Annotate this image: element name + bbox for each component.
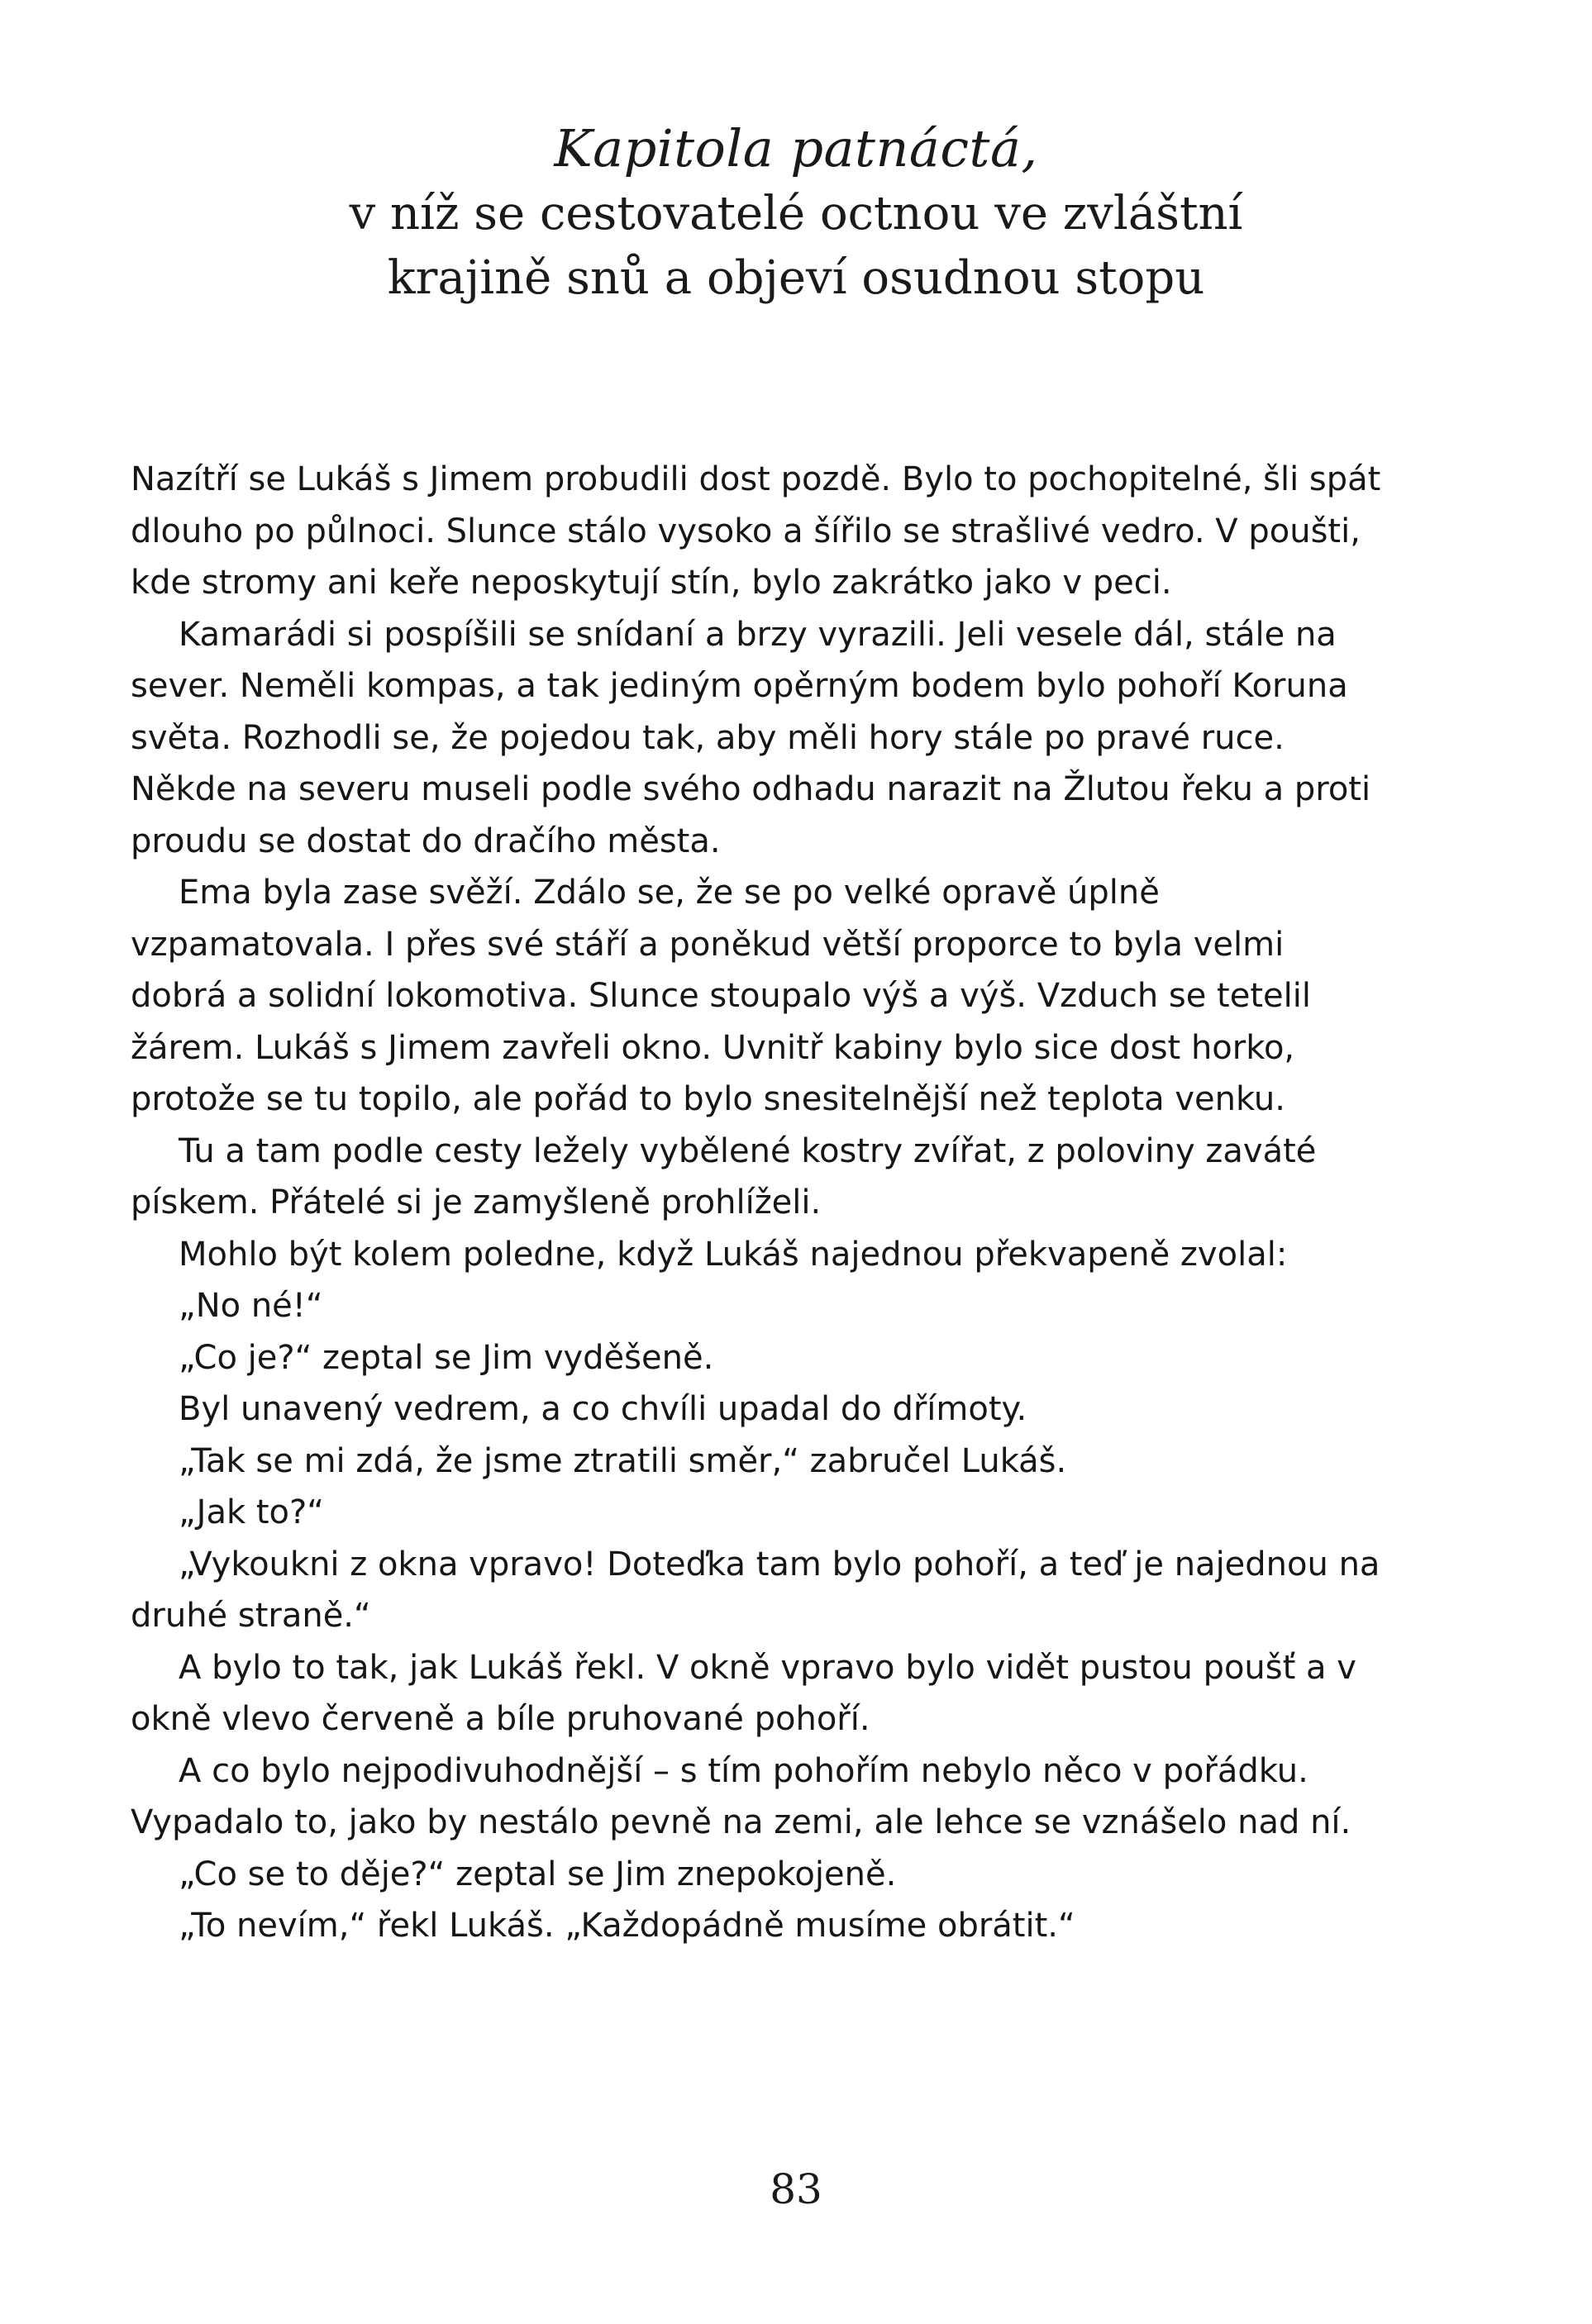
chapter-subtitle-line-2: krajině snů a objeví osudnou stopu bbox=[387, 251, 1205, 305]
dialogue-line: „Jak to?“ bbox=[179, 1493, 324, 1531]
dialogue-line: „Co se to děje?“ zeptal se Jim znepokojeně. bbox=[179, 1855, 897, 1893]
dialogue-line: „Vykoukni z okna vpravo! Doteďka tam bylo pohoří, a teď je najednou na druhé straně.“ bbox=[131, 1545, 1380, 1635]
dialogue-line: „No né!“ bbox=[179, 1287, 323, 1325]
dialogue-line: „Tak se mi zdá, že jsme ztratili směr,“ zabručel Lukáš. bbox=[179, 1441, 1067, 1480]
paragraph: A co bylo nejpodivuhodnější – s tím pohořím nebylo něco v pořádku. Vypadalo to, jako by nestálo pevně na zemi, ale lehce se vznášelo nad ní. bbox=[131, 1751, 1351, 1841]
page-number: 83 bbox=[770, 2165, 822, 2213]
paragraph: Tu a tam podle cesty ležely vybělené kostry zvířat, z poloviny zaváté pískem. Přátelé si je zamyšleně prohlíželi. bbox=[131, 1131, 1317, 1222]
chapter-heading bbox=[0, 116, 1592, 311]
paragraph: Kamarádi si pospíšili se snídaní a brzy vyrazili. Jeli vesele dál, stále na sever. Neměli kompas, a tak jediným opěrným bodem bylo pohoří Koruna světa. Rozhodli se, že pojedou tak, aby měli hory stále po pravé ruce. Někde na severu museli podle svého odhadu narazit na Žlutou řeku a proti proudu se dostat do dračího města. bbox=[131, 615, 1371, 860]
chapter-title: Kapitola patnáctá, bbox=[554, 118, 1038, 179]
chapter-body-text bbox=[131, 454, 1387, 1952]
dialogue-line: „To nevím,“ řekl Lukáš. „Každopádně musíme obrátit.“ bbox=[179, 1907, 1075, 1945]
paragraph: A bylo to tak, jak Lukáš řekl. V okně vpravo bylo vidět pustou poušť a v okně vlevo červeně a bíle pruhované pohoří. bbox=[131, 1648, 1356, 1738]
paragraph: Byl unavený vedrem, a co chvíli upadal do dřímoty. bbox=[179, 1390, 1027, 1428]
paragraph: Nazítří se Lukáš s Jimem probudili dost pozdě. Bylo to pochopitelné, šli spát dlouho po půlnoci. Slunce stálo vysoko a šířilo se strašlivé vedro. V poušti, kde stromy ani keře neposkytují stín, bylo zakrátko jako v peci. bbox=[131, 460, 1381, 602]
paragraph: Mohlo být kolem poledne, když Lukáš najednou překvapeně zvolal: bbox=[179, 1235, 1288, 1274]
dialogue-line: „Co je?“ zeptal se Jim vyděšeně. bbox=[179, 1338, 714, 1377]
chapter-subtitle-line-1: v níž se cestovatelé octnou ve zvláštní bbox=[349, 187, 1243, 240]
paragraph: Ema byla zase svěží. Zdálo se, že se po velké opravě úplně vzpamatovala. I přes své stáří a poněkud větší proporce to byla velmi dobrá a solidní lokomotiva. Slunce stoupalo výš a výš. Vzduch se tetelil žárem. Lukáš s Jimem zavřeli okno. Uvnitř kabiny bylo sice dost horko, protože se tu topilo, ale pořád to bylo snesitelnější než teplota venku. bbox=[131, 874, 1311, 1118]
